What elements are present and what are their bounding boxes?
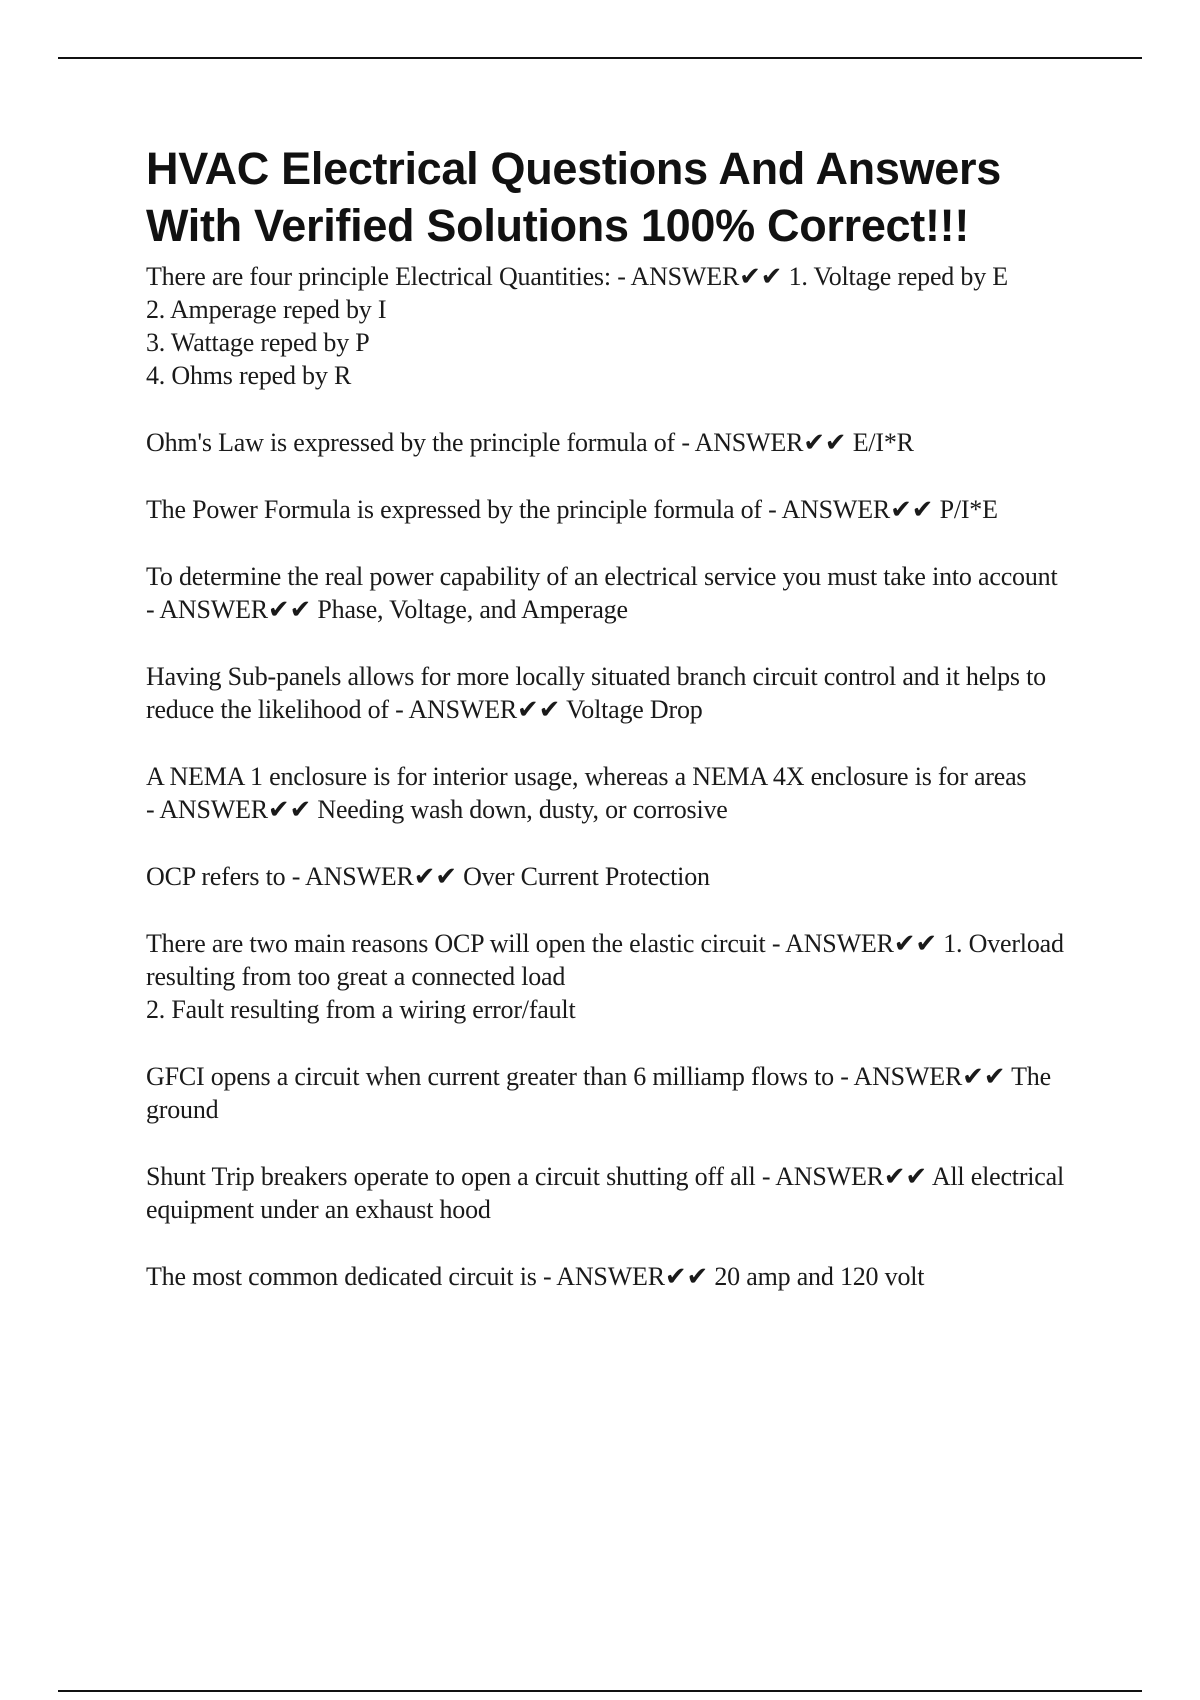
answer-line: 4. Ohms reped by R xyxy=(146,361,352,390)
answer-line: 2. Amperage reped by I xyxy=(146,295,387,324)
answer-marker: - ANSWER✔✔ xyxy=(768,495,934,524)
qa-item xyxy=(146,493,1096,526)
question: Shunt Trip breakers operate to open a circuit shutting off all xyxy=(146,1162,756,1191)
answer-marker: - ANSWER✔✔ xyxy=(146,795,312,824)
answer-line: 3. Wattage reped by P xyxy=(146,328,370,357)
question: GFCI opens a circuit when current greater than 6 milliamp flows to xyxy=(146,1062,834,1091)
answer-marker: - ANSWER✔✔ xyxy=(542,1262,709,1291)
qa-item xyxy=(146,660,1096,726)
qa-item xyxy=(146,860,1096,893)
answer-marker: - ANSWER✔✔ xyxy=(146,595,312,624)
answer: E/I*R xyxy=(852,428,914,457)
qa-item xyxy=(146,260,1096,392)
qa-item xyxy=(146,560,1096,626)
answer: P/I*E xyxy=(939,495,998,524)
qa-list xyxy=(146,260,1096,1293)
answer-marker: - ANSWER✔✔ xyxy=(395,695,561,724)
document-page xyxy=(146,140,1096,1327)
answer: Over Current Protection xyxy=(463,862,710,891)
question: The most common dedicated circuit is xyxy=(146,1262,537,1291)
qa-item xyxy=(146,1160,1096,1226)
answer-line: 2. Fault resulting from a wiring error/fault xyxy=(146,995,576,1024)
answer: 20 amp and 120 volt xyxy=(714,1262,925,1291)
question: There are four principle Electrical Quantities: xyxy=(146,262,611,291)
qa-item xyxy=(146,426,1096,459)
bottom-rule xyxy=(58,1690,1142,1692)
answer: Voltage Drop xyxy=(566,695,703,724)
top-rule xyxy=(58,57,1142,59)
answer: 1. Voltage reped by E xyxy=(788,262,1008,291)
answer: The ground xyxy=(146,1062,1051,1124)
qa-item xyxy=(146,1060,1096,1126)
answer-marker: - ANSWER✔✔ xyxy=(617,262,783,291)
document-title xyxy=(146,140,1096,254)
answer-marker: - ANSWER✔✔ xyxy=(771,929,937,958)
title-line-1: HVAC Electrical Questions And Answers xyxy=(146,143,1001,194)
answer-marker: - ANSWER✔✔ xyxy=(681,428,847,457)
answer-marker: - ANSWER✔✔ xyxy=(291,862,457,891)
answer: Phase, Voltage, and Amperage xyxy=(317,595,628,624)
question: Having Sub-panels allows for more locally situated branch circuit control and it helps to reduce the likelihood of xyxy=(146,662,1046,724)
qa-item xyxy=(146,1260,1096,1293)
qa-item xyxy=(146,760,1096,826)
title-line-2: With Verified Solutions 100% Correct!!! xyxy=(146,200,970,251)
answer-marker: - ANSWER✔✔ xyxy=(761,1162,927,1191)
question: There are two main reasons OCP will open the elastic circuit xyxy=(146,929,766,958)
answer: All electrical equipment under an exhaust hood xyxy=(146,1162,1065,1224)
answer: Needing wash down, dusty, or corrosive xyxy=(317,795,728,824)
answer: 1. Overload resulting from too great a connected load xyxy=(146,929,1064,991)
answer-marker: - ANSWER✔✔ xyxy=(840,1062,1006,1091)
qa-item xyxy=(146,927,1096,1026)
question: OCP refers to xyxy=(146,862,286,891)
question: The Power Formula is expressed by the principle formula of xyxy=(146,495,762,524)
question: Ohm's Law is expressed by the principle formula of xyxy=(146,428,675,457)
question: A NEMA 1 enclosure is for interior usage, whereas a NEMA 4X enclosure is for areas xyxy=(146,762,1027,791)
question: To determine the real power capability of an electrical service you must take into account xyxy=(146,562,1058,591)
